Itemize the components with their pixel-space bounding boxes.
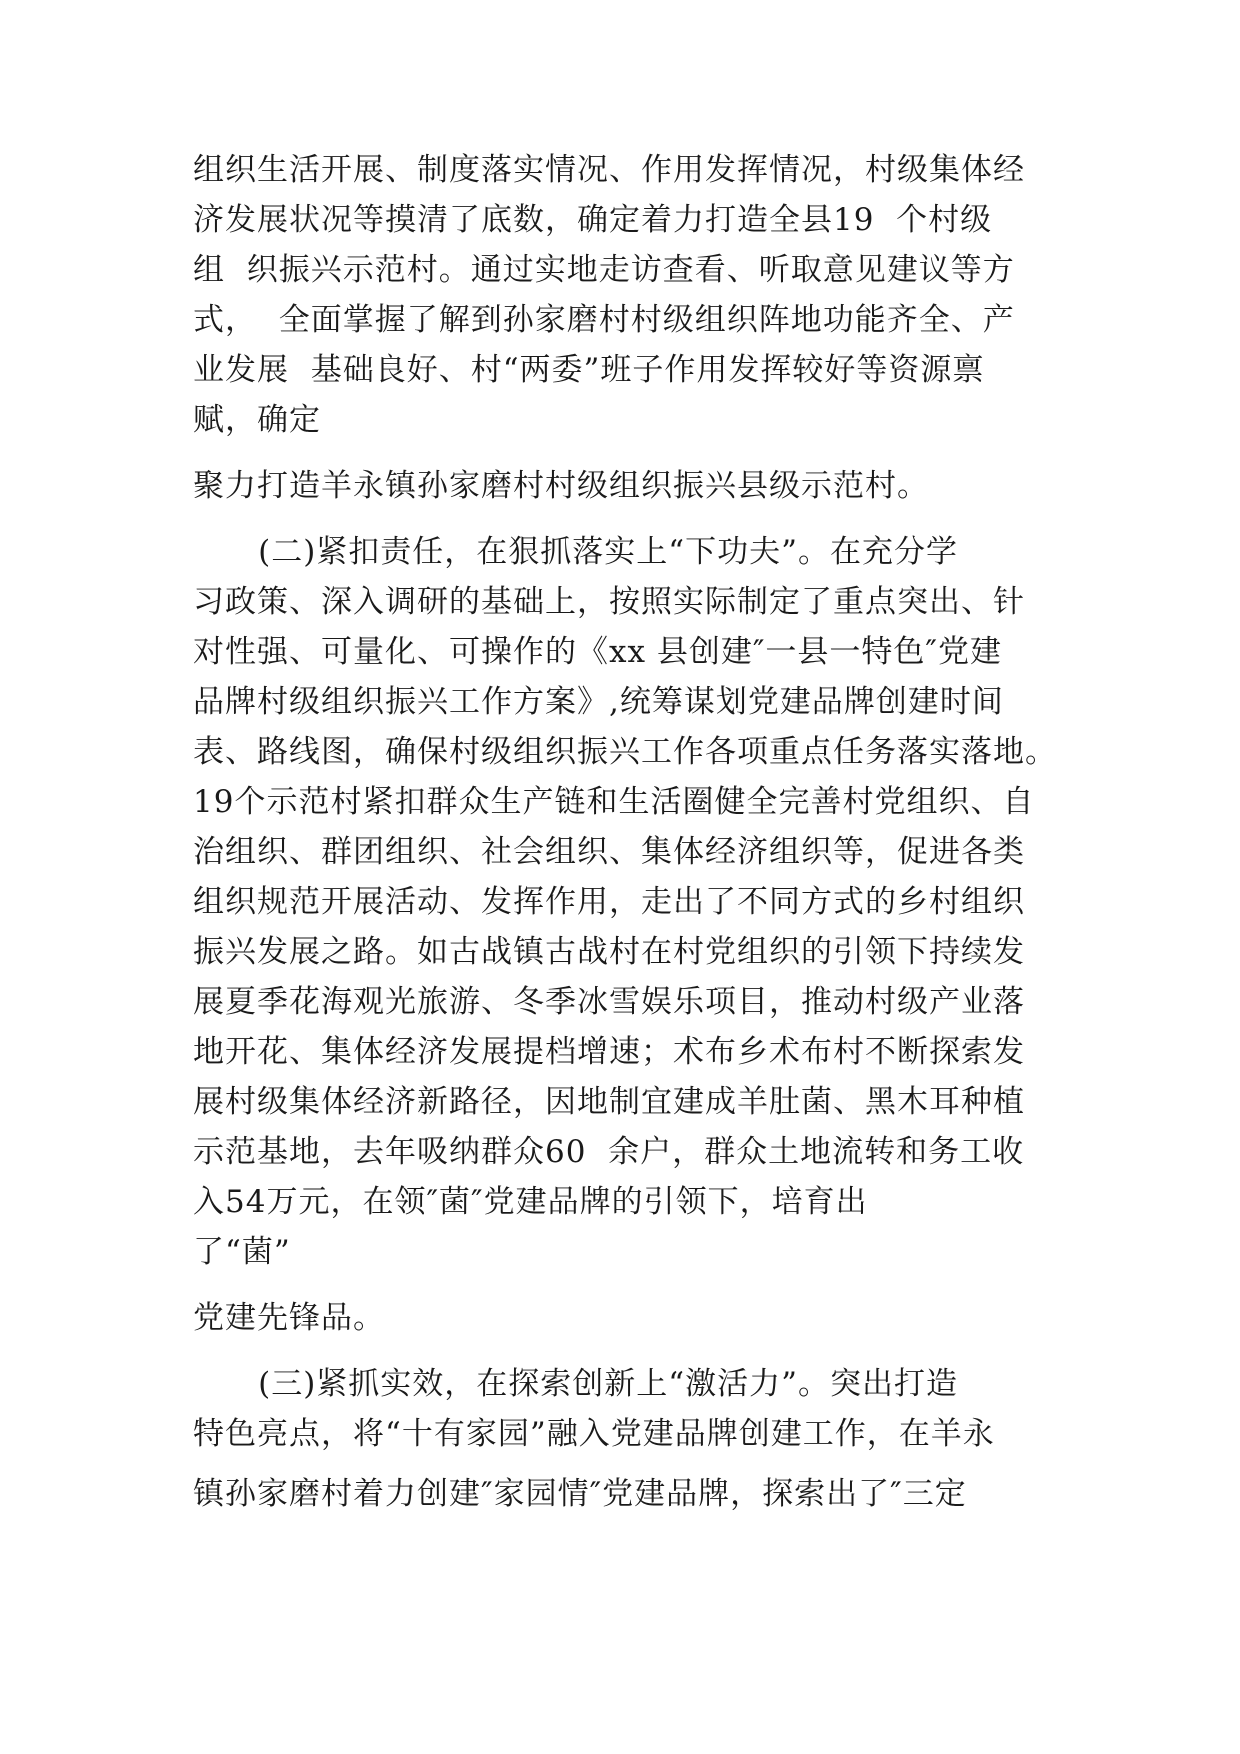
text-line: 品牌村级组织振兴工作方案》,统筹谋划党建品牌创建时间 xyxy=(193,684,1004,720)
text-line: 示范基地，去年吸纳群众60 余户，群众土地流转和务工收 xyxy=(193,1134,1025,1170)
text-line: 治组织、群团组织、社会组织、集体经济组织等，促进各类 xyxy=(193,834,1025,870)
text-line: 地开花、集体经济发展提档增速；术布乡术布村不断探索发 xyxy=(193,1034,1025,1070)
text-line: 式， 全面掌握了解到孙家磨村村级组织阵地功能齐全、产 xyxy=(193,302,1015,338)
text-line: 业发展 基础良好、村“两委”班子作用发挥较好等资源禀 xyxy=(193,352,985,388)
text-line: 特色亮点，将“十有家园”融入党建品牌创建工作，在羊永 xyxy=(193,1416,995,1452)
text-line: 展村级集体经济新路径，因地制宜建成羊肚菌、黑木耳种植 xyxy=(193,1084,1025,1120)
text-line: 聚力打造羊永镇孙家磨村村级组织振兴县级示范村。 xyxy=(193,468,929,504)
text-line: 镇孙家磨村着力创建″家园情″党建品牌，探索出了″三定 xyxy=(193,1476,967,1512)
text-line: 习政策、深入调研的基础上，按照实际制定了重点突出、针 xyxy=(193,584,1025,620)
text-line: 党建先锋品。 xyxy=(193,1300,385,1336)
text-line: 19个示范村紧扣群众生产链和生活圈健全完善村党组织、自 xyxy=(193,784,1035,820)
text-line: 组织规范开展活动、发挥作用，走出了不同方式的乡村组织 xyxy=(193,884,1025,920)
text-line: 组织生活开展、制度落实情况、作用发挥情况，村级集体经 xyxy=(193,152,1025,188)
text-line: (三)紧抓实效，在探索创新上“激活力”。突出打造 xyxy=(193,1366,959,1402)
text-line: 组 织振兴示范村。通过实地走访查看、听取意见建议等方 xyxy=(193,252,1015,288)
text-line: 振兴发展之路。如古战镇古战村在村党组织的引领下持续发 xyxy=(193,934,1025,970)
text-line: (二)紧扣责任，在狠抓落实上“下功夫”。在充分学 xyxy=(193,534,959,570)
text-line: 表、路线图，确保村级组织振兴工作各项重点任务落实落地。 xyxy=(193,734,1057,770)
text-line: 展夏季花海观光旅游、冬季冰雪娱乐项目，推动村级产业落 xyxy=(193,984,1025,1020)
text-line: 对性强、可量化、可操作的《xx 县创建″一县一特色″党建 xyxy=(193,634,1002,670)
text-line: 入54万元，在领″菌″党建品牌的引领下，培育出 xyxy=(193,1184,868,1220)
text-line: 济发展状况等摸清了底数，确定着力打造全县19 个村级 xyxy=(193,202,993,238)
text-line: 赋，确定 xyxy=(193,402,321,438)
text-line: 了“菌” xyxy=(193,1234,291,1270)
